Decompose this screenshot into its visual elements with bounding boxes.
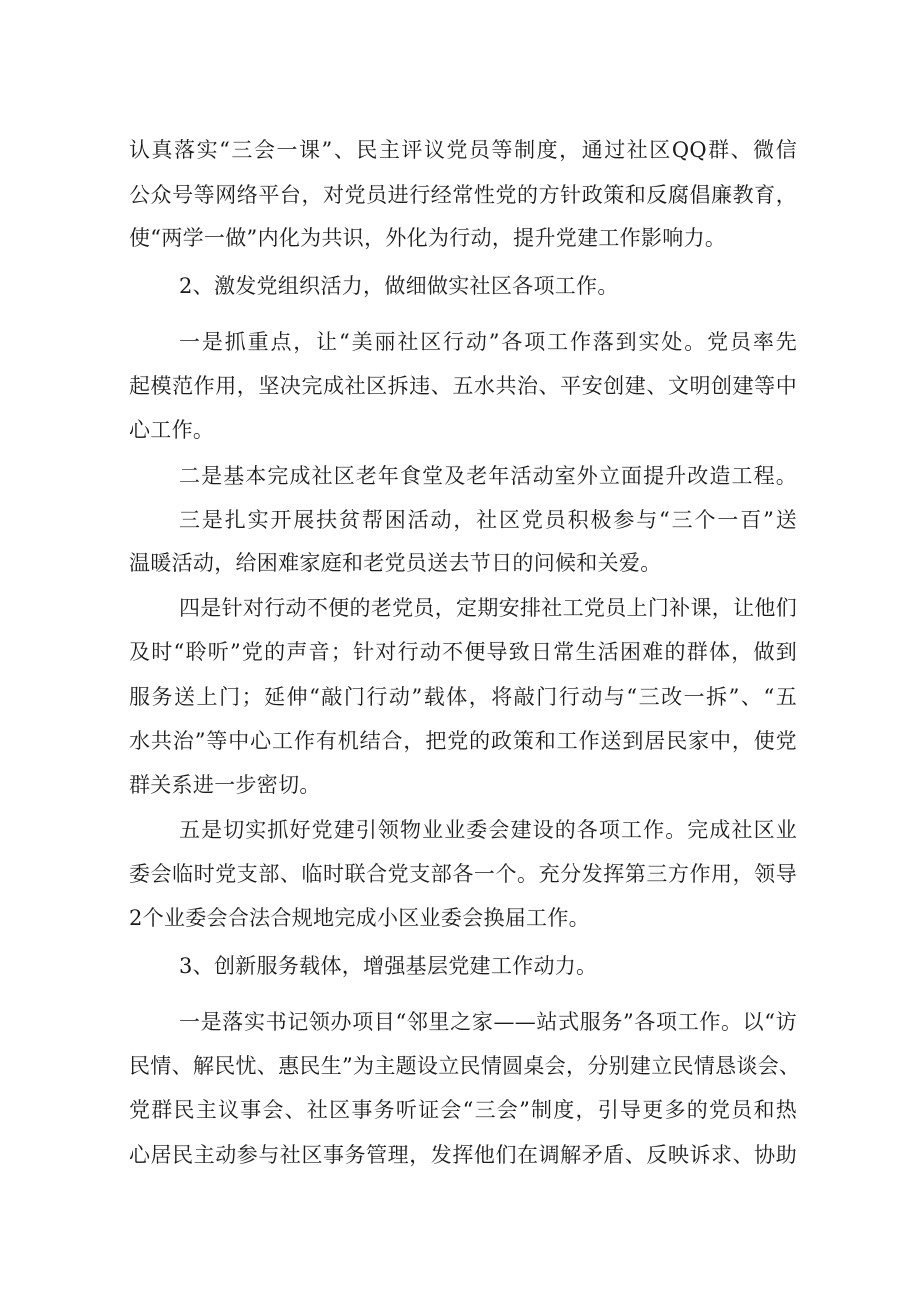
text-line: 四是针对行动不便的老党员，定期安排社工党员上门补课，让他们 xyxy=(179,596,797,620)
text-line: 一是落实书记领办项目“邻里之家——站式服务”各项工作。以“访 xyxy=(179,1010,797,1034)
text-line: 三是扎实开展扶贫帮困活动，社区党员积极参与“三个一百”送 xyxy=(179,508,797,532)
text-line: 心工作。 xyxy=(129,418,215,442)
text-line: 使“两学一做”内化为共识，外化为行动，提升党建工作影响力。 xyxy=(129,226,727,250)
text-line: 2个业委会合法合规地完成小区业委会换届工作。 xyxy=(129,906,590,930)
section-heading: 3、创新服务载体，增强基层党建工作动力。 xyxy=(179,954,598,978)
text-line: 民情、解民忧、惠民生”为主题设立民情圆桌会，分别建立民情恳谈会、 xyxy=(129,1054,801,1078)
text-line: 一是抓重点，让“美丽社区行动”各项工作落到实处。党员率先 xyxy=(179,330,797,354)
text-line: 委会临时党支部、临时联合党支部各一个。充分发挥第三方作用，领导 xyxy=(129,862,797,886)
text-line: 认真落实“三会一课”、民主评议党员等制度，通过社区QQ群、微信 xyxy=(129,138,797,162)
text-line: 温暖活动，给困难家庭和老党员送去节日的问候和关爱。 xyxy=(129,551,662,575)
section-heading: 2、激发党组织活力，做细做实社区各项工作。 xyxy=(179,274,619,298)
text-line: 心居民主动参与社区事务管理，发挥他们在调解矛盾、反映诉求、协助 xyxy=(129,1143,797,1167)
text-line: 及时“聆听”党的声音；针对行动不便导致日常生活困难的群体，做到 xyxy=(129,640,797,664)
text-line: 起模范作用，坚决完成社区拆违、五水共治、平安创建、文明创建等中 xyxy=(129,374,797,398)
text-line: 服务送上门；延伸“敲门行动”载体，将敲门行动与“三改一拆”、“五 xyxy=(129,685,797,709)
text-line: 水共治”等中心工作有机结合，把党的政策和工作送到居民家中，使党 xyxy=(129,729,797,753)
text-line: 二是基本完成社区老年食堂及老年活动室外立面提升改造工程。 xyxy=(179,464,797,488)
text-line: 五是切实抓好党建引领物业业委会建设的各项工作。完成社区业 xyxy=(179,818,797,842)
text-line: 群关系进一步密切。 xyxy=(129,773,321,797)
text-line: 党群民主议事会、社区事务听证会“三会”制度，引导更多的党员和热 xyxy=(129,1098,797,1122)
text-line: 公众号等网络平台，对党员进行经常性党的方针政策和反腐倡廉教育， xyxy=(129,183,797,207)
